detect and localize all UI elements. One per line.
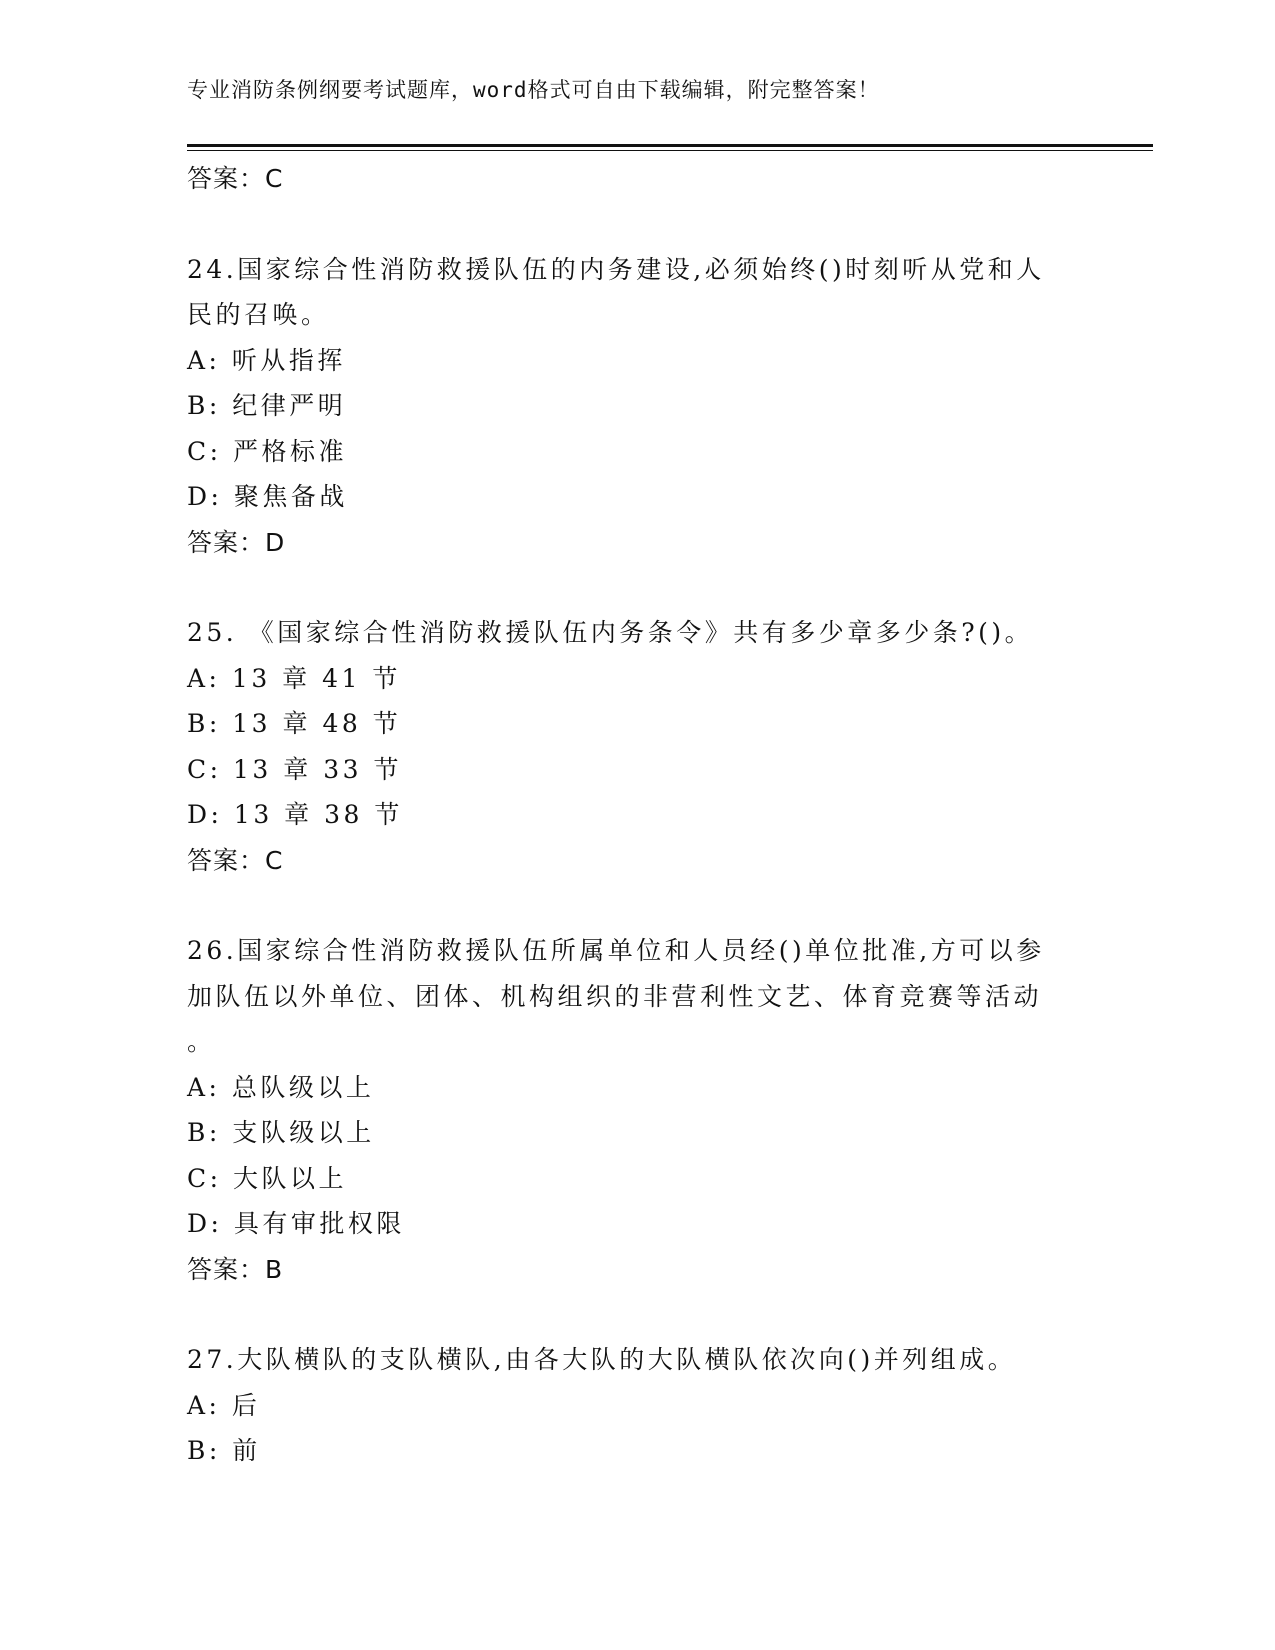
option-c: C: 严格标准: [187, 436, 347, 466]
question-text-line: 民的召唤。: [187, 300, 330, 329]
question-text-line: 。: [187, 1027, 216, 1056]
answer-line: 答案：C: [187, 845, 284, 875]
answer-line: 答案：B: [187, 1254, 284, 1284]
option-b: B: 纪律严明: [187, 391, 347, 420]
question-26: [187, 928, 1067, 1292]
option-a: A: 听从指挥: [187, 345, 346, 375]
question-text-line: 24.国家综合性消防救援队伍的内务建设,必须始终()时刻听从党和人: [187, 254, 1045, 284]
header-rule-thin: [187, 150, 1153, 151]
option-b: B: 13 章 48 节: [187, 709, 402, 738]
question-25: [187, 610, 1067, 883]
option-a: A: 13 章 41 节: [187, 663, 401, 693]
question-24: [187, 247, 1067, 566]
answer-line: 答案：C: [187, 164, 284, 193]
option-d: D: 聚焦备战: [187, 482, 348, 511]
option-d: D: 具有审批权限: [187, 1209, 405, 1238]
header-rule-thick: [187, 144, 1153, 147]
option-b: B: 前: [187, 1436, 261, 1465]
option-d: D: 13 章 38 节: [187, 800, 403, 829]
question-27: [187, 1337, 1067, 1474]
option-c: C: 大队以上: [187, 1163, 347, 1193]
question-text-line: 27.大队横队的支队横队,由各大队的大队横队依次向()并列组成。: [187, 1345, 1017, 1374]
option-c: C: 13 章 33 节: [187, 754, 402, 784]
question-text-line: 26.国家综合性消防救援队伍所属单位和人员经()单位批准,方可以参: [187, 936, 1045, 965]
document-body: [187, 156, 1067, 1474]
option-a: A: 后: [187, 1390, 261, 1420]
option-b: B: 支队级以上: [187, 1118, 375, 1147]
question-text-line: 加队伍以外单位、团体、机构组织的非营利性文艺、体育竞赛等活动: [187, 981, 1043, 1011]
option-a: A: 总队级以上: [187, 1072, 375, 1102]
page-header: 专业消防条例纲要考试题库，word格式可自由下载编辑，附完整答案！: [187, 78, 880, 102]
question-text-line: 25. 《国家综合性消防救援队伍内务条令》共有多少章多少条?()。: [187, 618, 1034, 647]
answer-line: 答案：D: [187, 527, 286, 557]
